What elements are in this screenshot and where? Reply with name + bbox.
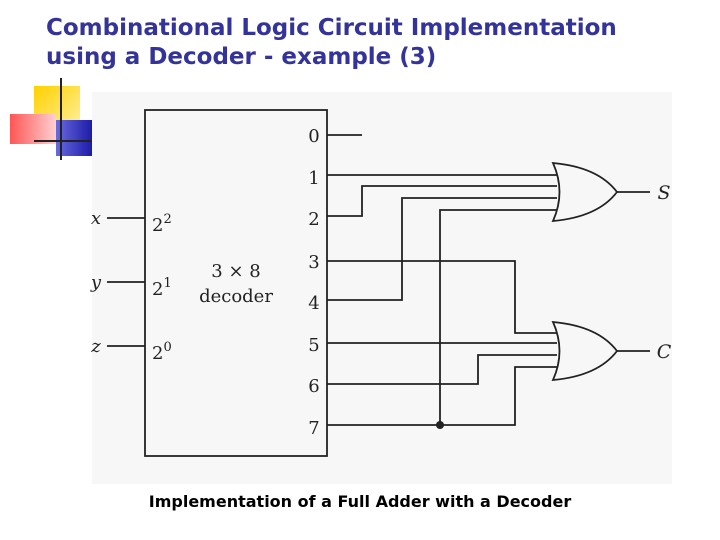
decoder-label-name: decoder bbox=[199, 286, 273, 307]
wire-2-to-s bbox=[327, 186, 557, 216]
weight-z: $2^0$ bbox=[152, 340, 172, 364]
input-name-x: x bbox=[90, 208, 102, 229]
gate-output-s: S bbox=[657, 182, 671, 204]
output-label-0: 0 bbox=[308, 126, 320, 147]
input-name-z: z bbox=[91, 336, 101, 357]
output-label-3: 3 bbox=[308, 252, 320, 273]
title-line-1: Combinational Logic Circuit Implementation bbox=[46, 15, 617, 41]
weight-x: $2^2$ bbox=[152, 212, 172, 236]
wire-7-to-s bbox=[327, 210, 557, 425]
wire-3-to-c bbox=[327, 261, 557, 333]
output-label-5: 5 bbox=[308, 335, 320, 356]
figure-caption: Implementation of a Full Adder with a Decoder bbox=[148, 492, 572, 511]
output-label-1: 1 bbox=[308, 168, 320, 189]
decoder-label-size: 3 × 8 bbox=[211, 261, 261, 282]
output-label-6: 6 bbox=[308, 376, 320, 397]
output-label-2: 2 bbox=[308, 209, 320, 230]
title-line-2: using a Decoder - example (3) bbox=[46, 44, 437, 70]
decoder-box bbox=[145, 110, 327, 456]
output-label-4: 4 bbox=[308, 293, 320, 314]
wire-6-to-c bbox=[327, 355, 557, 384]
weight-y: $2^1$ bbox=[152, 276, 172, 300]
or-gate-c bbox=[553, 322, 617, 380]
gate-output-c: C bbox=[656, 341, 672, 363]
wire-7-to-c bbox=[440, 367, 557, 425]
junction-dot bbox=[436, 421, 444, 429]
input-name-y: y bbox=[90, 272, 102, 293]
output-label-7: 7 bbox=[308, 418, 320, 439]
or-gate-s bbox=[553, 163, 617, 221]
